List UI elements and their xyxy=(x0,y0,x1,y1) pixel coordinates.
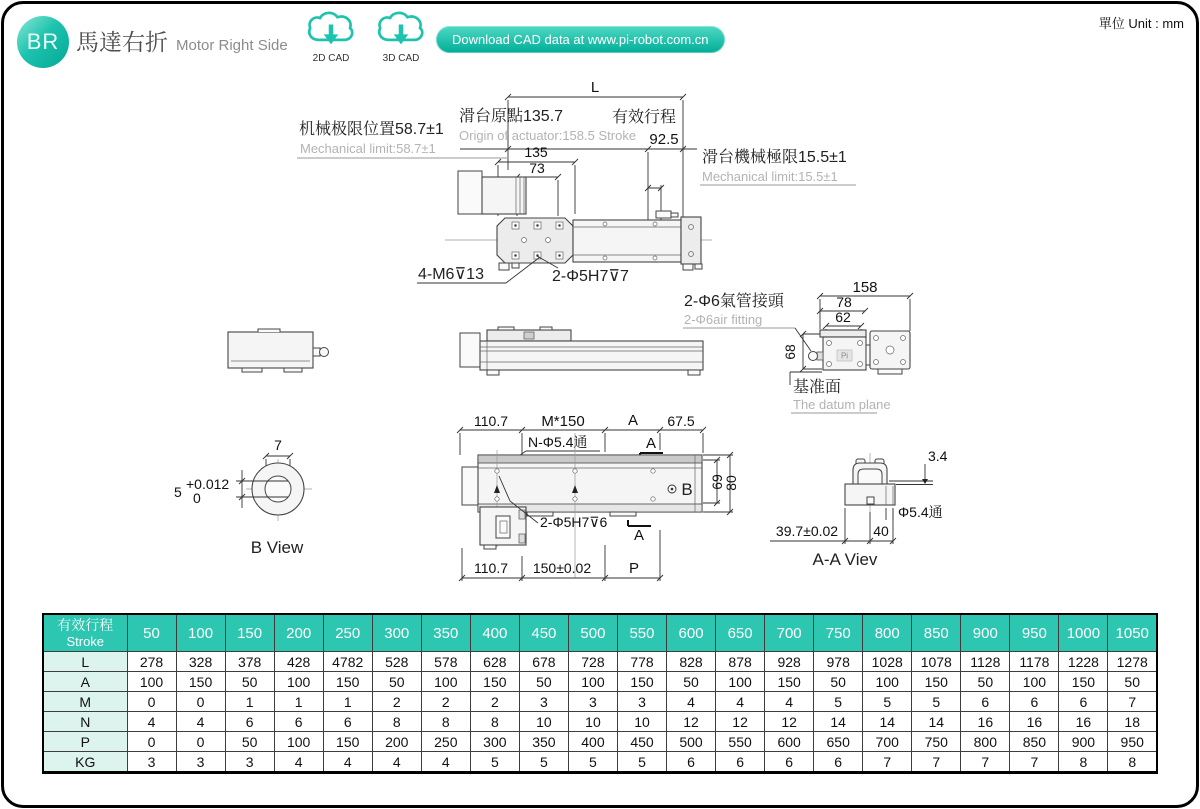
table-cell: 978 xyxy=(814,652,863,672)
dim-a: A xyxy=(627,412,639,429)
dim-110-7-top: 110.7 xyxy=(474,413,508,429)
table-cell: 700 xyxy=(863,732,912,752)
table-cell: 100 xyxy=(127,672,176,692)
table-cell: 3 xyxy=(617,692,666,712)
table-row xyxy=(43,732,1157,752)
top-view-drawing xyxy=(297,79,856,285)
br-logo-text: BR xyxy=(26,29,60,54)
table-cell: 50 xyxy=(225,672,274,692)
table-cell: 2 xyxy=(372,692,421,712)
table-cell: 578 xyxy=(421,652,470,672)
table-row xyxy=(43,752,1157,773)
table-cell: 6 xyxy=(716,752,765,773)
dim-68: 68 xyxy=(782,344,798,360)
table-cell: 4 xyxy=(765,692,814,712)
page-title-en: Motor Right Side xyxy=(176,37,288,54)
table-cell: 10 xyxy=(519,712,568,732)
dim-7: 7 xyxy=(274,437,282,453)
hole-note: N-Φ5.4通 xyxy=(528,434,588,450)
table-cell: 50 xyxy=(961,672,1010,692)
table-cell: 4 xyxy=(176,712,225,732)
stroke-col-header: 400 xyxy=(470,614,519,652)
stroke-col-header: 350 xyxy=(421,614,470,652)
row-label-cell: M xyxy=(43,692,127,712)
table-cell: 1078 xyxy=(912,652,961,672)
table-cell: 3 xyxy=(225,752,274,773)
table-cell: 750 xyxy=(912,732,961,752)
table-cell: 7 xyxy=(912,752,961,773)
table-cell: 150 xyxy=(1059,672,1108,692)
dim-150: 150±0.02 xyxy=(532,560,592,576)
table-cell: 5 xyxy=(912,692,961,712)
table-cell: 4 xyxy=(667,692,716,712)
table-cell: 3 xyxy=(568,692,617,712)
table-cell: 6 xyxy=(1010,692,1059,712)
table-cell: 1 xyxy=(274,692,323,712)
dim-39-7: 39.7±0.02 xyxy=(775,523,839,539)
table-cell: 1 xyxy=(323,692,372,712)
table-cell: 828 xyxy=(667,652,716,672)
table-cell: 7 xyxy=(863,752,912,773)
plan-view-drawing xyxy=(457,412,739,581)
table-cell: 8 xyxy=(1108,752,1157,773)
table-cell: 0 xyxy=(176,692,225,712)
table-cell: 100 xyxy=(716,672,765,692)
table-cell: 378 xyxy=(225,652,274,672)
dim-67-5: 67.5 xyxy=(667,413,695,429)
origin-label-en: Origin of actuator:158.5 Stroke xyxy=(459,128,637,143)
table-cell: 16 xyxy=(961,712,1010,732)
table-cell: 6 xyxy=(667,752,716,773)
stroke-col-header: 950 xyxy=(1010,614,1059,652)
aa-view-drawing xyxy=(770,448,948,569)
table-cell: 7 xyxy=(1108,692,1157,712)
table-cell: 500 xyxy=(667,732,716,752)
table-cell: 728 xyxy=(568,652,617,672)
table-cell: 528 xyxy=(372,652,421,672)
dim-80: 80 xyxy=(723,475,739,491)
dim-62: 62 xyxy=(835,309,851,325)
table-cell: 0 xyxy=(127,732,176,752)
table-row xyxy=(43,692,1157,712)
table-cell: 150 xyxy=(765,672,814,692)
table-cell: 8 xyxy=(470,712,519,732)
table-cell: 850 xyxy=(1010,732,1059,752)
table-cell: 4782 xyxy=(323,652,372,672)
table-cell: 4 xyxy=(372,752,421,773)
dim-40: 40 xyxy=(873,523,889,539)
table-cell: 1278 xyxy=(1108,652,1157,672)
b-view-drawing xyxy=(174,437,312,557)
table-cell: 100 xyxy=(421,672,470,692)
origin-label-zh: 滑台原點135.7 xyxy=(459,108,564,125)
stroke-label-zh: 有效行程 xyxy=(612,109,677,126)
air-fitting-zh: 2-Φ6氣管接頭 xyxy=(684,293,784,310)
table-cell: 50 xyxy=(1108,672,1157,692)
stroke-spec-table-wrap xyxy=(42,613,1158,774)
dim-p: P xyxy=(628,560,640,577)
table-cell: 50 xyxy=(372,672,421,692)
table-cell: 928 xyxy=(765,652,814,672)
table-cell: 428 xyxy=(274,652,323,672)
table-cell: 150 xyxy=(470,672,519,692)
table-cell: 550 xyxy=(716,732,765,752)
row-label-cell: L xyxy=(43,652,127,672)
stroke-col-header: 900 xyxy=(961,614,1010,652)
table-cell: 150 xyxy=(176,672,225,692)
stroke-col-header: 650 xyxy=(716,614,765,652)
stroke-col-header: 600 xyxy=(667,614,716,652)
table-cell: 100 xyxy=(274,672,323,692)
table-cell: 1178 xyxy=(1010,652,1059,672)
table-cell: 628 xyxy=(470,652,519,672)
cad-3d-label: 3D CAD xyxy=(382,53,420,64)
stroke-col-header: 300 xyxy=(372,614,421,652)
dim-135: 135 xyxy=(524,144,548,160)
stroke-col-header: 50 xyxy=(127,614,176,652)
table-cell: 3 xyxy=(127,752,176,773)
row-label-cell: KG xyxy=(43,752,127,773)
section-a-bottom: A xyxy=(633,527,645,544)
stroke-col-header: 1000 xyxy=(1059,614,1108,652)
pin-note: 2-Φ5H7⊽7 xyxy=(552,268,629,285)
table-cell: 150 xyxy=(323,732,372,752)
section-a-top: A xyxy=(645,435,657,452)
table-cell: 1 xyxy=(225,692,274,712)
table-cell: 100 xyxy=(274,732,323,752)
stroke-header-cell: 有效行程 Stroke xyxy=(43,614,127,652)
dim-m150: M*150 xyxy=(541,413,585,430)
table-cell: 7 xyxy=(1010,752,1059,773)
rail-side-view-drawing xyxy=(460,327,703,375)
table-cell: 150 xyxy=(323,672,372,692)
table-cell: 10 xyxy=(617,712,666,732)
table-cell: 12 xyxy=(765,712,814,732)
table-cell: 100 xyxy=(568,672,617,692)
table-cell: 4 xyxy=(323,752,372,773)
stroke-col-header: 850 xyxy=(912,614,961,652)
table-cell: 1228 xyxy=(1059,652,1108,672)
table-cell: 350 xyxy=(519,732,568,752)
stroke-col-header: 150 xyxy=(225,614,274,652)
table-cell: 400 xyxy=(568,732,617,752)
table-cell: 7 xyxy=(961,752,1010,773)
table-cell: 328 xyxy=(176,652,225,672)
table-cell: 150 xyxy=(617,672,666,692)
b-view-label: B View xyxy=(250,538,304,557)
dim-3-4: 3.4 xyxy=(928,448,948,464)
cad-2d-label: 2D CAD xyxy=(312,53,350,64)
table-cell: 800 xyxy=(961,732,1010,752)
table-cell: 450 xyxy=(617,732,666,752)
table-cell: 5 xyxy=(568,752,617,773)
table-cell: 14 xyxy=(814,712,863,732)
dim-L: L xyxy=(590,79,600,96)
table-row xyxy=(43,652,1157,672)
tol-zero: 0 xyxy=(193,490,201,506)
table-cell: 2 xyxy=(470,692,519,712)
stroke-col-header: 800 xyxy=(863,614,912,652)
table-cell: 8 xyxy=(1059,752,1108,773)
table-cell: 4 xyxy=(127,712,176,732)
stroke-col-header: 450 xyxy=(519,614,568,652)
table-cell: 650 xyxy=(814,732,863,752)
table-cell: 5 xyxy=(519,752,568,773)
dim-110-7-bottom: 110.7 xyxy=(474,560,508,576)
unit-label: 單位 Unit : mm xyxy=(1098,16,1184,31)
table-cell: 6 xyxy=(323,712,372,732)
table-cell: 16 xyxy=(1059,712,1108,732)
stroke-col-header: 200 xyxy=(274,614,323,652)
table-cell: 16 xyxy=(1010,712,1059,732)
table-cell: 1128 xyxy=(961,652,1010,672)
table-cell: 12 xyxy=(667,712,716,732)
tap-note: 4-M6⊽13 xyxy=(418,266,484,283)
table-cell: 50 xyxy=(814,672,863,692)
end-view-drawing xyxy=(683,279,913,413)
table-cell: 6 xyxy=(961,692,1010,712)
table-cell: 678 xyxy=(519,652,568,672)
dim-73: 73 xyxy=(529,160,545,176)
table-cell: 950 xyxy=(1108,732,1157,752)
table-cell: 3 xyxy=(176,752,225,773)
stroke-col-header: 700 xyxy=(765,614,814,652)
table-cell: 100 xyxy=(863,672,912,692)
table-row xyxy=(43,712,1157,732)
table-cell: 278 xyxy=(127,652,176,672)
table-cell: 6 xyxy=(765,752,814,773)
table-cell: 6 xyxy=(814,752,863,773)
air-fitting-en: 2-Φ6air fitting xyxy=(684,312,763,327)
table-cell: 5 xyxy=(470,752,519,773)
stroke-col-header: 500 xyxy=(568,614,617,652)
stroke-col-header: 750 xyxy=(814,614,863,652)
table-cell: 10 xyxy=(568,712,617,732)
datum-en: The datum plane xyxy=(793,397,891,412)
table-cell: 5 xyxy=(617,752,666,773)
table-cell: 8 xyxy=(421,712,470,732)
table-cell: 200 xyxy=(372,732,421,752)
table-cell: 100 xyxy=(1010,672,1059,692)
table-cell: 1028 xyxy=(863,652,912,672)
table-cell: 4 xyxy=(421,752,470,773)
stroke-col-header: 250 xyxy=(323,614,372,652)
table-cell: 50 xyxy=(519,672,568,692)
table-cell: 300 xyxy=(470,732,519,752)
limit-left-en: Mechanical limit:58.7±1 xyxy=(300,141,436,156)
table-cell: 8 xyxy=(372,712,421,732)
table-cell: 2 xyxy=(421,692,470,712)
table-cell: 6 xyxy=(274,712,323,732)
dim-78: 78 xyxy=(836,294,852,310)
table-cell: 150 xyxy=(912,672,961,692)
table-cell: 900 xyxy=(1059,732,1108,752)
aa-hole-note: Φ5.4通 xyxy=(898,504,943,520)
motor-side-view-drawing xyxy=(228,329,329,372)
download-cad-link[interactable]: Download CAD data at www.pi-robot.com.cn xyxy=(436,26,725,53)
datum-zh: 基准面 xyxy=(793,379,842,396)
dim-69: 69 xyxy=(709,474,725,490)
stroke-col-header: 550 xyxy=(617,614,666,652)
table-cell: 0 xyxy=(127,692,176,712)
table-cell: 4 xyxy=(274,752,323,773)
table-cell: 4 xyxy=(716,692,765,712)
table-cell: 0 xyxy=(176,732,225,752)
limit-right-en: Mechanical limit:15.5±1 xyxy=(702,169,838,184)
table-row xyxy=(43,672,1157,692)
limit-left-zh: 机械极限位置58.7±1 xyxy=(299,121,444,138)
row-label-cell: P xyxy=(43,732,127,752)
table-cell: 250 xyxy=(421,732,470,752)
table-cell: 6 xyxy=(225,712,274,732)
table-cell: 778 xyxy=(617,652,666,672)
stroke-col-header: 1050 xyxy=(1108,614,1157,652)
table-cell: 50 xyxy=(225,732,274,752)
stroke-value: 92.5 xyxy=(649,131,679,148)
table-cell: 878 xyxy=(716,652,765,672)
limit-right-zh: 滑台機械極限15.5±1 xyxy=(702,149,847,166)
table-cell: 3 xyxy=(519,692,568,712)
dim-5: 5 xyxy=(174,484,182,500)
table-cell: 5 xyxy=(814,692,863,712)
table-cell: 14 xyxy=(863,712,912,732)
table-cell: 5 xyxy=(863,692,912,712)
table-cell: 600 xyxy=(765,732,814,752)
table-cell: 12 xyxy=(716,712,765,732)
aa-view-label: A-A Viev xyxy=(812,550,878,569)
table-cell: 14 xyxy=(912,712,961,732)
table-cell: 6 xyxy=(1059,692,1108,712)
pi-logo-mark: Pi xyxy=(840,351,849,361)
pin-note-bottom: 2-Φ5H7⊽6 xyxy=(540,514,608,530)
table-cell: 18 xyxy=(1108,712,1157,732)
page-title-zh: 馬達右折 xyxy=(76,29,168,55)
table-cell: 50 xyxy=(667,672,716,692)
row-label-cell: A xyxy=(43,672,127,692)
tol-plus: +0.012 xyxy=(186,476,230,492)
b-marker: B xyxy=(681,480,693,499)
row-label-cell: N xyxy=(43,712,127,732)
dim-158: 158 xyxy=(852,279,878,296)
stroke-col-header: 100 xyxy=(176,614,225,652)
stroke-spec-table xyxy=(42,613,1158,774)
